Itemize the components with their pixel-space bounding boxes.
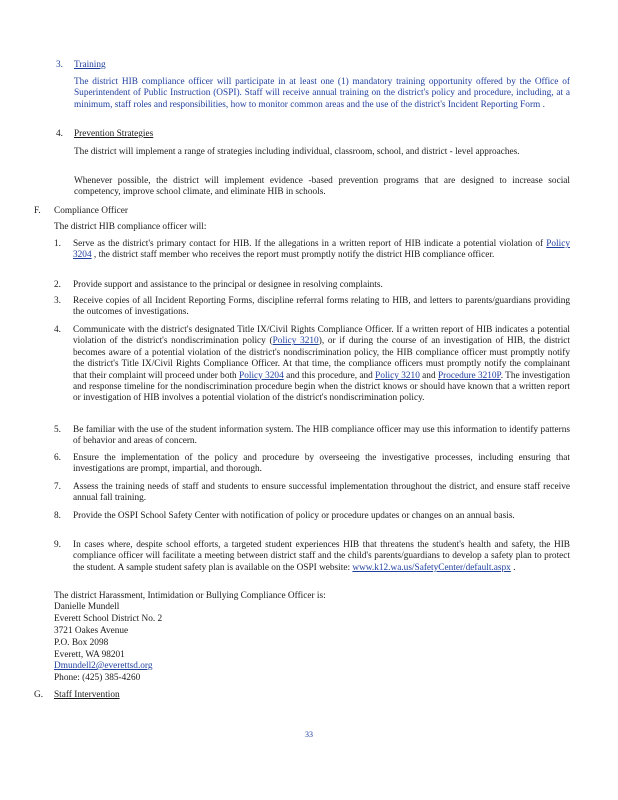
- prevention-paragraph-2: Whenever possible, the district will implement evidence -based prevention programs that are designed to increase social competency, improve school climate, and eliminate HIB in schools.: [74, 176, 570, 198]
- ospi-safety-center-link[interactable]: www.k12.wa.us/SafetyCenter/default.aspx: [352, 562, 511, 573]
- section-g-letter: G.: [34, 690, 44, 700]
- item-3-number: 3.: [54, 296, 61, 306]
- item-4-number: 4.: [54, 325, 61, 335]
- contact-city: Everett, WA 98201: [54, 650, 125, 660]
- contact-po-box: P.O. Box 2098: [54, 638, 109, 648]
- contact-email-link[interactable]: Dmundell2@everettsd.org: [54, 661, 153, 671]
- contact-street: 3721 Oakes Avenue: [54, 626, 129, 636]
- item-1-number: 1.: [54, 239, 61, 249]
- item-7-text: Assess the training needs of staff and students to ensure successful implementation throughout the district, and ensure staff receive annual fall training.: [73, 482, 570, 504]
- item-8-text: Provide the OSPI School Safety Center with notification of policy or procedure updates or changes on an annual basis.: [73, 511, 515, 521]
- section-f-intro: The district HIB compliance officer will:: [54, 222, 207, 232]
- contact-name: Danielle Mundell: [54, 602, 120, 612]
- item-2-number: 2.: [54, 280, 61, 290]
- page-number: 33: [305, 730, 313, 739]
- item-5-number: 5.: [54, 425, 61, 435]
- section-g-title: Staff Intervention: [54, 690, 120, 700]
- item-6-text: Ensure the implementation of the policy and procedure by overseeing the investigative processes, including ensuring that investigations are prompt, impartial, and thorough.: [73, 453, 570, 475]
- contact-organization: Everett School District No. 2: [54, 614, 163, 624]
- training-number: 3.: [56, 60, 63, 70]
- item-1-text: Serve as the district's primary contact for HIB. If the allegations in a written report of HIB indicate a potential violation of Policy 3204 , the district staff member who receives the report must promptly notify the district HIB compliance officer.: [73, 239, 570, 261]
- contact-heading: The district Harassment, Intimidation or Bullying Compliance Officer is:: [54, 591, 326, 601]
- prevention-number: 4.: [56, 129, 63, 139]
- prevention-heading: Prevention Strategies: [74, 129, 154, 139]
- policy-3204-link[interactable]: Policy 3204: [73, 239, 570, 261]
- item-9-number: 9.: [54, 540, 61, 550]
- item-6-number: 6.: [54, 453, 61, 463]
- item-2-text: Provide support and assistance to the principal or designee in resolving complaints.: [73, 280, 383, 290]
- policy-3204-link-2[interactable]: Policy 3204: [239, 370, 284, 381]
- contact-phone: Phone: (425) 385-4260: [54, 673, 141, 683]
- policy-3210-link[interactable]: Policy 3210: [272, 336, 319, 347]
- section-f-title: Compliance Officer: [54, 206, 128, 216]
- policy-3210-link-2[interactable]: Policy 3210: [375, 370, 420, 381]
- prevention-paragraph-1: The district will implement a range of strategies including individual, classroom, school, and district - level approaches.: [74, 147, 520, 157]
- item-4-text: Communicate with the district's designated Title IX/Civil Rights Compliance Officer. If a written report of HIB indicates a potential violation of the district's nondiscrimination policy (Policy 3210), or if during the course of an investigation of HIB, the district becomes aware of a potential violation of the district's nondiscrimination policy, the HIB compliance officer must promptly notify the district's Title IX/Civil Rights Compliance Officer. At that time, the compliance officers must promptly notify the complainant that their complaint will proceed under both Policy 3204 and this procedure, and Policy 3210 and Procedure 3210P. The investigation and response timeline for the nondiscrimination procedure begin when the district knows or should have known that a written report or investigation of HIB involves a potential violation of the district's nondiscrimination policy.: [73, 325, 570, 404]
- item-7-number: 7.: [54, 482, 61, 492]
- item-8-number: 8.: [54, 511, 61, 521]
- item-5-text: Be familiar with the use of the student information system. The HIB compliance officer may use this information to identify patterns of behavior and areas of concern.: [73, 425, 570, 447]
- training-paragraph: The district HIB compliance officer will participate in at least one (1) mandatory training opportunity offered by the Office of Superintendent of Public Instruction (OSPI). Staff will receive annual training on the district's policy and procedure, including, at a minimum, staff roles and responsibilities, how to monitor common areas and the use of the district's Incident Reporting Form .: [74, 77, 570, 110]
- training-heading: Training: [74, 60, 106, 70]
- item-3-text: Receive copies of all Incident Reporting Forms, discipline referral forms relating to HIB, and letters to parents/guardians providing the outcomes of investigations.: [73, 296, 570, 318]
- item-9-text: In cases where, despite school efforts, a targeted student experiences HIB that threatens the student's health and safety, the HIB compliance officer will facilitate a meeting between district staff and the child's parents/guardians to develop a safety plan to protect the student. A sample student safety plan is available on the OSPI website: www.k12.wa.us/SafetyCenter/default.aspx .: [73, 540, 570, 573]
- procedure-3210p-link[interactable]: Procedure 3210P: [437, 370, 501, 381]
- section-f-letter: F.: [34, 206, 41, 216]
